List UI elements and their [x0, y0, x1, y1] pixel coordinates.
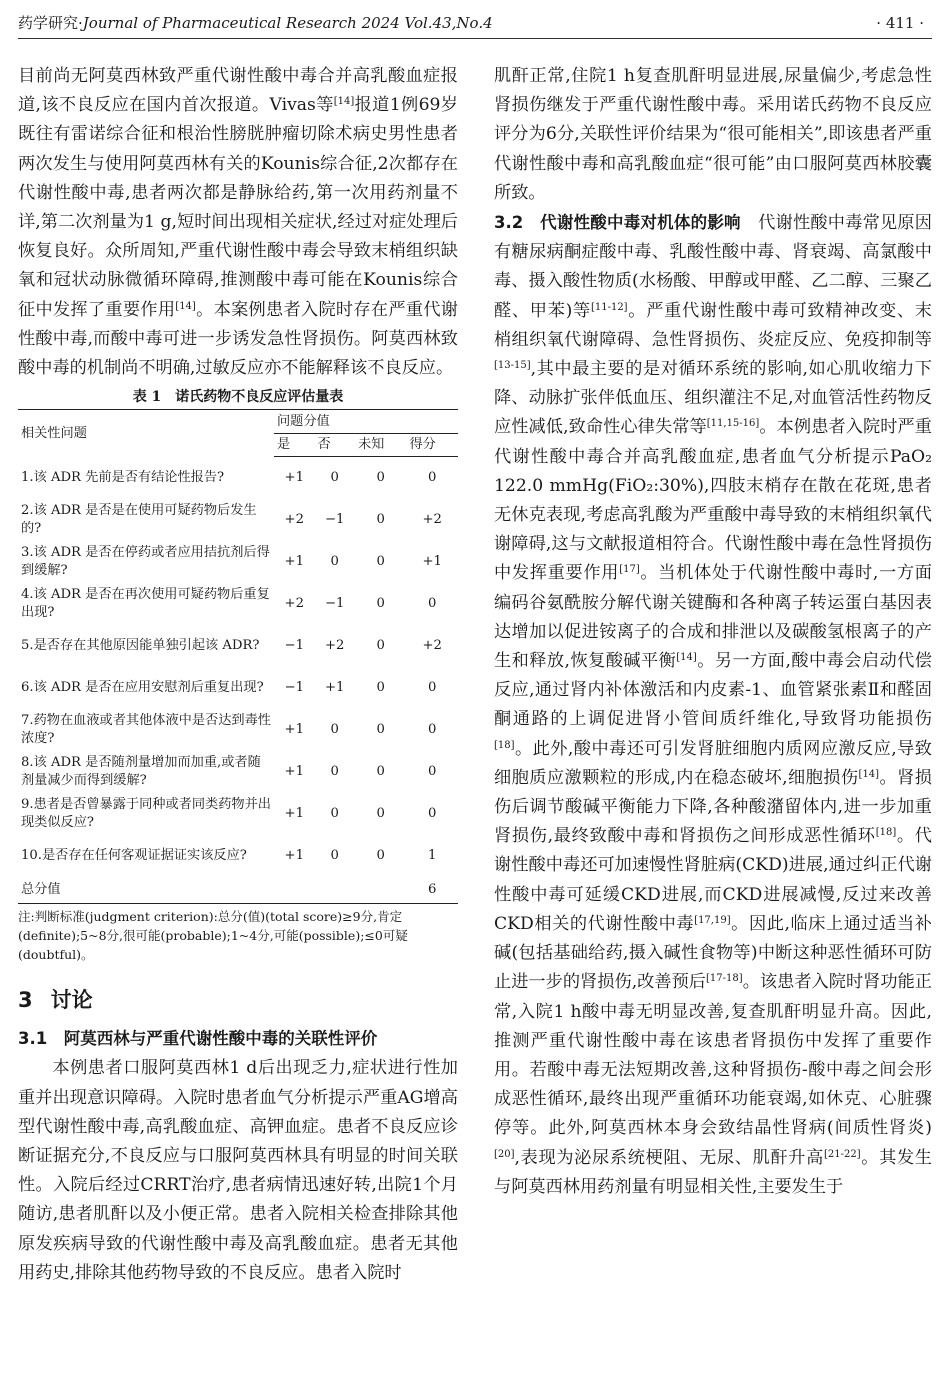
no-cell: 0: [330, 764, 339, 780]
no-cell: −1: [325, 512, 345, 528]
body-text: 。该患者入院时肾功能正常,入院1 h酸中毒无明显改善,复查肌酐明显升高。因此,推测严重代谢性酸中毒在该患者肾损伤中发挥了重要作用。若酸中毒无法短期改善,这种肾损伤-酸中毒之间会形成恶性循环,最终出现严重循环功能衰竭,如休克、心脏骤停等。此外,阿莫西林本身会致结晶性肾病(间质性肾炎): [494, 972, 932, 1139]
body-text: 。代谢性酸中毒还可加速慢性肾脏病(CKD)进展,通过纠正代谢性酸中毒可延缓CKD进展,而CKD进展减慢,反过来改善CKD相关的代谢性酸中毒: [494, 826, 932, 934]
body-text: ,表现为泌尿系统梗阻、无尿、肌酐升高: [514, 1147, 824, 1168]
left-column: [18, 62, 458, 1288]
question-cell: 1.该 ADR 先前是否有结论性报告?: [21, 469, 225, 485]
column-header-score: 得分: [406, 434, 458, 457]
citation-ref: [17,19]: [694, 914, 731, 926]
paragraph-continued: 肌酐正常,住院1 h复查肌酐明显进展,尿量偏少,考虑急性肾损伤继发于严重代谢性酸中毒。采用诺氏药物不良反应评分为6分,关联性评价结果为“很可能相关”,即该患者严重代谢性酸中毒和高乳酸血症“很可能”由口服阿莫西林胶囊所致。: [494, 66, 932, 203]
column-header-yes: 是: [274, 434, 314, 457]
unknown-cell: 0: [376, 722, 385, 738]
question-cell: 10.是否存在任何客观证据证实该反应?: [21, 848, 247, 864]
table-row: [18, 499, 458, 541]
no-cell: 0: [330, 848, 339, 864]
yes-cell: +1: [284, 554, 304, 570]
column-group-header: 问题分值: [274, 410, 458, 434]
subsection-3-1-heading: [18, 1024, 458, 1054]
yes-cell: +1: [284, 722, 304, 738]
score-cell: 0: [428, 764, 437, 780]
citation-ref: [14]: [676, 652, 697, 664]
table-row: [18, 583, 458, 625]
citation-ref: [20]: [494, 1148, 515, 1160]
citation-ref: [17-18]: [706, 973, 743, 985]
score-cell: +2: [422, 638, 442, 654]
score-cell: 0: [428, 722, 437, 738]
question-cell: 3.该 ADR 是否在停药或者应用拮抗剂后得到缓解?: [21, 545, 270, 579]
body-text: 。当机体处于代谢性酸中毒时,一方面编码谷氨酰胺分解代谢关键酶和各种离子转运蛋白基因表达增加以促进铵离子的合成和排泄以及碳酸氢根离子的产生和释放,恢复酸碱平衡: [494, 563, 932, 672]
intro-text-1: 目前尚无阿莫西林致严重代谢性酸中毒合并高乳酸血症报道,该不良反应在国内首次报道。Vivas等: [18, 66, 458, 116]
table-row: [18, 541, 458, 583]
yes-cell: +1: [284, 848, 304, 864]
unknown-cell: 0: [376, 470, 385, 486]
score-cell: 0: [428, 806, 437, 822]
citation-ref: [11,15-16]: [706, 418, 760, 430]
citation-ref: [18]: [875, 827, 897, 839]
question-cell: 9.患者是否曾暴露于同种或者同类药物并出现类似反应?: [21, 797, 271, 831]
table-note: 注:判断标准(judgment criterion):总分(值)(total score)≥9分,肯定(definite);5~8分,很可能(probable);1~4分,可能(possible);≤0可疑(doubtful)。: [18, 909, 408, 963]
journal-name-en: Journal of Pharmaceutical Research 2024 Vol.43,No.4: [82, 14, 493, 32]
question-cell: 7.药物在血液或者其他体液中是否达到毒性浓度?: [21, 713, 271, 747]
score-cell: 1: [428, 848, 437, 864]
body-text: ,其中最主要的是对循环系统的影响,如心肌收缩力下降、动脉扩张伴低血压、组织灌注不足,对血管活性药物反应性减低,致命性心律失常等: [494, 359, 932, 438]
question-cell: 4.该 ADR 是否在再次使用可疑药物后重复出现?: [21, 587, 270, 621]
right-column: [494, 62, 932, 1202]
score-cell: 0: [428, 680, 437, 696]
table-row: [18, 667, 458, 709]
yes-cell: +2: [284, 596, 304, 612]
no-cell: −1: [325, 596, 345, 612]
total-value: 6: [428, 882, 437, 898]
header-separator: ·: [78, 14, 83, 32]
total-label: 总分值: [21, 882, 61, 898]
citation-ref: [11-12]: [590, 301, 628, 313]
body-text: 。严重代谢性酸中毒可致精神改变、末梢组织氧代谢障碍、急性肾损伤、炎症反应、免疫抑制等: [494, 300, 932, 350]
naranjo-table: [18, 409, 458, 904]
unknown-cell: 0: [376, 680, 385, 696]
yes-cell: +1: [284, 470, 304, 486]
table-row: [18, 457, 458, 500]
yes-cell: +1: [284, 764, 304, 780]
journal-citation: [18, 8, 493, 38]
body-text: 。其发生与阿莫西林用药剂量有明显相关性,主要发生于: [494, 1147, 932, 1197]
section-title: 讨论: [50, 988, 93, 1013]
no-cell: 0: [330, 722, 339, 738]
citation-ref: [18]: [494, 739, 515, 751]
citation-ref: [14]: [175, 300, 196, 312]
score-cell: 0: [428, 596, 437, 612]
table-title: 表 1 诺氏药物不良反应评估量表: [132, 389, 344, 406]
body-text: 。本例患者入院时严重代谢性酸中毒合并高乳酸血症,患者血气分析提示PaO₂ 122.0 mmHg(FiO₂:30%),四肢末梢存在散在花斑,患者无休克表现,考虑高乳酸为严重酸中毒导致的末梢组织氧代谢障碍,这与文献报道相符合。代谢性酸中毒在急性肾损伤中发挥重要作用: [494, 417, 932, 584]
journal-name-cn: 药学研究: [18, 14, 79, 32]
unknown-cell: 0: [376, 554, 385, 570]
subsection-3-2: [494, 208, 932, 1202]
body-text: 。因此,临床上通过适当补碱(包括基础给药,摄入碱性食物等)中断这种恶性循环可防止进一步的肾损伤,改善预后: [494, 913, 932, 993]
citation-ref: [13-15]: [494, 360, 531, 372]
unknown-cell: 0: [376, 806, 385, 822]
question-cell: 8.该 ADR 是否随剂量增加而加重,或者随剂量减少而得到缓解?: [21, 755, 261, 789]
section-number: 3: [18, 988, 33, 1013]
question-cell: 2.该 ADR 是否是在使用可疑药物后发生的?: [21, 503, 257, 537]
running-head: [18, 8, 932, 39]
column-header-question: 相关性问题: [21, 425, 87, 441]
unknown-cell: 0: [376, 512, 385, 528]
score-cell: 0: [428, 470, 437, 486]
body-text: 。此外,酸中毒还可引发肾脏细胞内质网应激反应,导致细胞质应激颗粒的形成,内在稳态破坏,细胞损伤: [494, 738, 932, 788]
no-cell: +2: [325, 638, 345, 654]
unknown-cell: 0: [376, 596, 385, 612]
score-cell: +2: [422, 512, 442, 528]
table-row: [18, 793, 458, 835]
intro-text-3: 。本案例患者入院时存在严重代谢性酸中毒,而酸中毒可进一步诱发急性肾损伤。阿莫西林致酸中毒的机制尚不明确,过敏反应亦不能解释该不良反应。: [18, 299, 458, 379]
total-row: [18, 877, 458, 904]
yes-cell: −1: [284, 680, 304, 696]
page-number: · 411 ·: [876, 14, 924, 32]
yes-cell: −1: [284, 638, 304, 654]
citation-ref: [17]: [619, 564, 640, 576]
yes-cell: +1: [284, 806, 304, 822]
table-row: [18, 835, 458, 877]
citation-ref: [21-22]: [823, 1148, 861, 1160]
column-header-unknown: 未知: [355, 434, 407, 457]
unknown-cell: 0: [376, 638, 385, 654]
subsection-title: 3.1 阿莫西林与严重代谢性酸中毒的关联性评价: [18, 1029, 378, 1049]
intro-paragraph: [18, 62, 458, 383]
score-cell: +1: [422, 554, 442, 570]
body-text: 。肾损伤后调节酸碱平衡能力下降,各种酸潴留体内,进一步加重肾损伤,最终致酸中毒和肾损伤之间形成恶性循环: [494, 767, 932, 847]
unknown-cell: 0: [376, 764, 385, 780]
question-cell: 5.是否存在其他原因能单独引起该 ADR?: [21, 638, 260, 654]
table-row: [18, 625, 458, 667]
unknown-cell: 0: [376, 848, 385, 864]
yes-cell: +2: [284, 512, 304, 528]
question-cell: 6.该 ADR 是否在应用安慰剂后重复出现?: [21, 680, 264, 696]
citation-ref: [14]: [333, 96, 355, 108]
intro-text-2: 报道1例69岁既往有雷诺综合征和根治性膀胱肿瘤切除术病史男性患者两次发生与使用阿莫西林有关的Kounis综合征,2次都存在代谢性酸中毒,患者两次都是静脉给药,第一次用药剂量不详,第二次剂量为1 g,短时间出现相关症状,经过对症处理后恢复良好。众所周知,严重代谢性酸中毒会导致末梢组织缺氧和冠状动脉微循环障碍,推测酸中毒可能在Kounis综合征中发挥了重要作用: [18, 95, 458, 320]
section-heading: [18, 986, 458, 1014]
no-cell: +1: [325, 680, 345, 696]
no-cell: 0: [330, 470, 339, 486]
no-cell: 0: [330, 806, 339, 822]
table-row: [18, 751, 458, 793]
body-text: 代谢性酸中毒常见原因有糖尿病酮症酸中毒、乳酸性酸中毒、肾衰竭、高氯酸中毒、摄入酸性物质(水杨酸、甲醇或甲醛、乙二醇、三聚乙醛、甲苯)等: [494, 213, 932, 321]
body-text: 。另一方面,酸中毒会启动代偿反应,通过肾内补体激活和内皮素-1、血管紧张素Ⅱ和醛固酮通路的上调促进肾小管间质纤维化,导致肾功能损伤: [494, 651, 932, 730]
table-row: [18, 709, 458, 751]
no-cell: 0: [330, 554, 339, 570]
subsection-title: 3.2 代谢性酸中毒对机体的影响: [494, 213, 741, 233]
subsection-3-1-text: 本例患者口服阿莫西林1 d后出现乏力,症状进行性加重并出现意识障碍。入院时患者血气分析提示严重AG增高型代谢性酸中毒,高乳酸血症、高钾血症。患者不良反应诊断证据充分,不良反应与口服阿莫西林具有明显的时间关联性。入院后经过CRRT治疗,患者病情迅速好转,出院1个月随访,患者肌酐以及小便正常。患者入院相关检查排除其他原发疾病导致的代谢性酸中毒及高乳酸血症。患者无其他用药史,排除其他药物导致的不良反应。患者入院时: [18, 1058, 458, 1283]
citation-ref: [14]: [858, 768, 880, 780]
column-header-no: 否: [314, 434, 354, 457]
